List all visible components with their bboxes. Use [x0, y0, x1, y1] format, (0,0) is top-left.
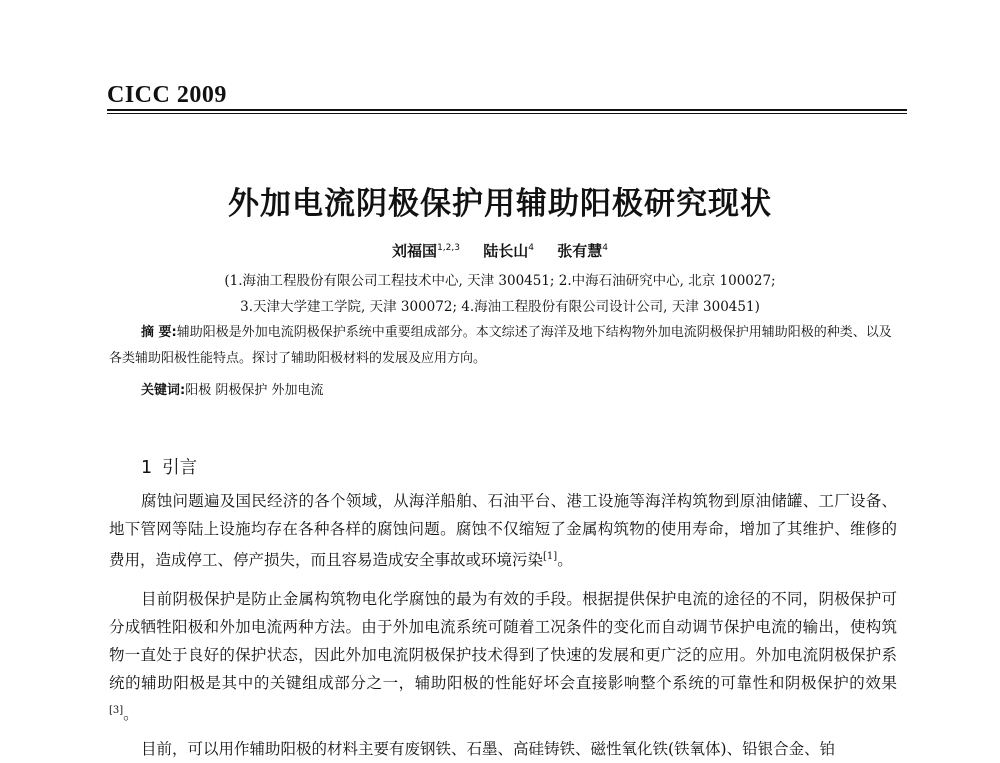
citation: [1] [543, 551, 558, 562]
abstract-label: 摘 要: [141, 325, 177, 340]
abstract [109, 320, 897, 372]
section-title: 引言 [162, 458, 198, 478]
affiliation-line: 3.天津大学建工学院, 天津 300072; 4.海油工程股份有限公司设计公司, 天津 300451) [240, 299, 760, 315]
header-rule [107, 109, 907, 111]
paper-title: 外加电流阴极保护用辅助阳极研究现状 [228, 186, 772, 222]
section-heading [141, 454, 197, 479]
author: 张有慧$^4$ [557, 242, 608, 260]
body-paragraph: 腐蚀问题遍及国民经济的各个领域，从海洋船舶、石油平台、港工设施等海洋构筑物到原油储罐、工厂设备、地下管网等陆上设施均存在各种各样的腐蚀问题。腐蚀不仅缩短了金属构筑物的使用寿命，增加了其维护、维修的费用，造成停工、停产损失，而且容易造成安全事故或环境污染[1]。 [109, 492, 897, 570]
author: 陆长山$^4$ [483, 242, 534, 260]
section-number: 1 [141, 458, 153, 478]
keywords-label: 关键词: [141, 383, 186, 398]
keywords [141, 379, 323, 398]
author: 刘福国$^{1,2,3}$ [392, 242, 460, 260]
abstract-text: 辅助阳极是外加电流阴极保护系统中重要组成部分。本文综述了海洋及地下结构物外加电流阴极保护用辅助阳极的种类、以及各类辅助阳极性能特点。探讨了辅助阳极材料的发展及应用方向。 [109, 325, 892, 366]
author-list [0, 240, 1000, 261]
keywords-text: 阳极 阴极保护 外加电流 [185, 383, 324, 398]
affiliation-line: (1.海油工程股份有限公司工程技术中心, 天津 300451; 2.中海石油研究中心, 北京 100027; [224, 273, 776, 289]
journal-name: CICC 2009 [107, 82, 227, 108]
running-header [107, 82, 907, 112]
body-paragraph: 目前，可以用作辅助阳极的材料主要有废钢铁、石墨、高硅铸铁、磁性氧化铁(铁氧体)、铅银合金、铂 [141, 740, 836, 758]
header-rule-thin [107, 113, 907, 114]
body-paragraph: 目前阴极保护是防止金属构筑物电化学腐蚀的最为有效的手段。根据提供保护电流的途径的不同，阴极保护可分成牺牲阳极和外加电流两种方法。由于外加电流系统可随着工况条件的变化而自动调节保护电流的输出，使构筑物一直处于良好的保护状态，因此外加电流阴极保护技术得到了快速的发展和更广泛的应用。外加电流阴极保护系统的辅助阳极是其中的关键组成部分之一，辅助阳极的性能好坏会直接影响整个系统的可靠性和阴极保护的效果[3]。 [109, 590, 897, 724]
citation: [3] [109, 705, 124, 716]
